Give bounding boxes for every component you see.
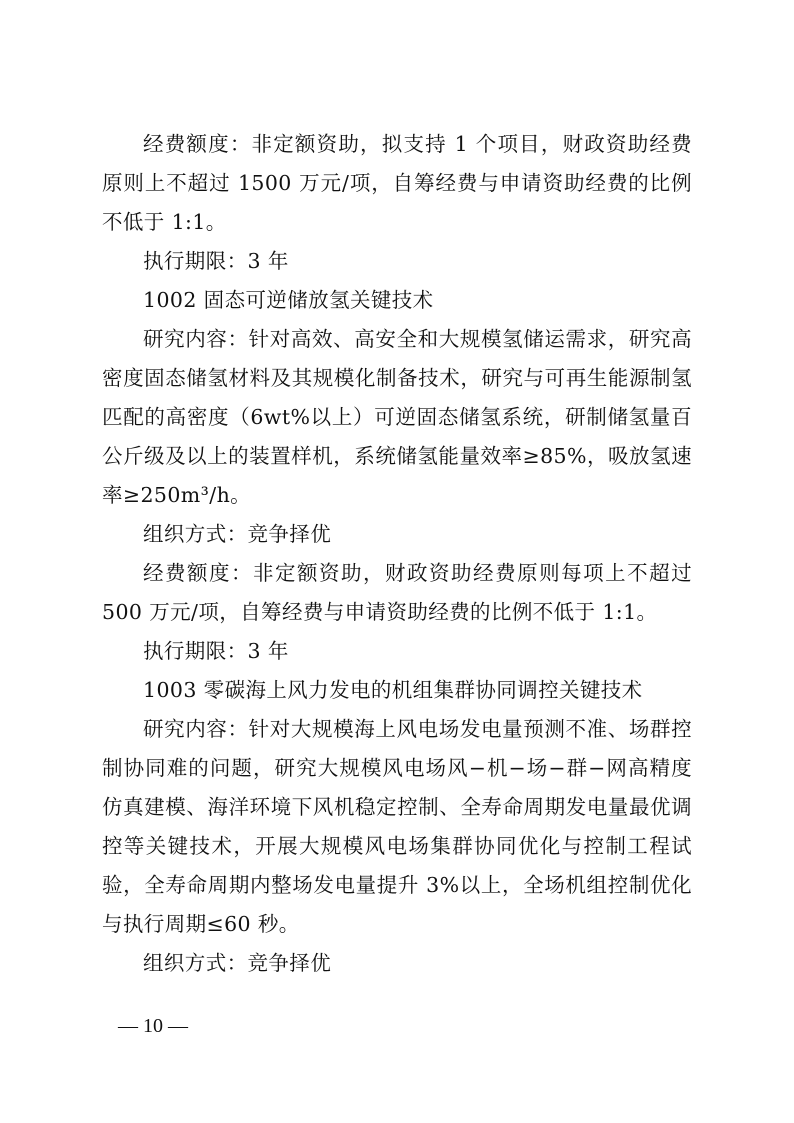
execution-period-paragraph: 执行期限：3 年	[143, 249, 289, 273]
funding-amount-paragraph: 经费额度：非定额资助，财政资助经费原则每项上不超过 500 万元/项，自筹经费与申请资助经费的比例不低于 1:1。	[102, 561, 692, 624]
page-number: — 10 —	[118, 1015, 188, 1037]
funding-amount-paragraph: 经费额度：非定额资助，拟支持 1 个项目，财政资助经费原则上不超过 1500 万元/项，自筹经费与申请资助经费的比例不低于 1:1。	[102, 132, 692, 234]
research-content-paragraph: 研究内容：针对高效、高安全和大规模氢储运需求，研究高密度固态储氢材料及其规模化制备技术，研究与可再生能源制氢匹配的高密度（6wt%以上）可逆固态储氢系统，研制储氢量百公斤级及以上的装置样机，系统储氢能量效率≥85%，吸放氢速率≥250m³/h。	[102, 327, 692, 507]
research-content-paragraph: 研究内容：针对大规模海上风电场发电量预测不准、场群控制协同难的问题，研究大规模风电场风−机−场−群−网高精度仿真建模、海洋环境下风机稳定控制、全寿命周期发电量最优调控等关键技术，开展大规模风电场集群协同优化与控制工程试验，全寿命周期内整场发电量提升 3%以上，全场机组控制优化与执行周期≤60 秒。	[102, 717, 692, 936]
execution-period-paragraph: 执行期限：3 年	[143, 639, 289, 663]
organization-method-paragraph: 组织方式：竞争择优	[143, 522, 332, 546]
document-body	[102, 125, 692, 983]
project-heading-1003: 1003 零碳海上风力发电的机组集群协同调控关键技术	[143, 678, 643, 702]
project-heading-1002: 1002 固态可逆储放氢关键技术	[143, 288, 434, 312]
organization-method-paragraph: 组织方式：竞争择优	[143, 951, 332, 975]
